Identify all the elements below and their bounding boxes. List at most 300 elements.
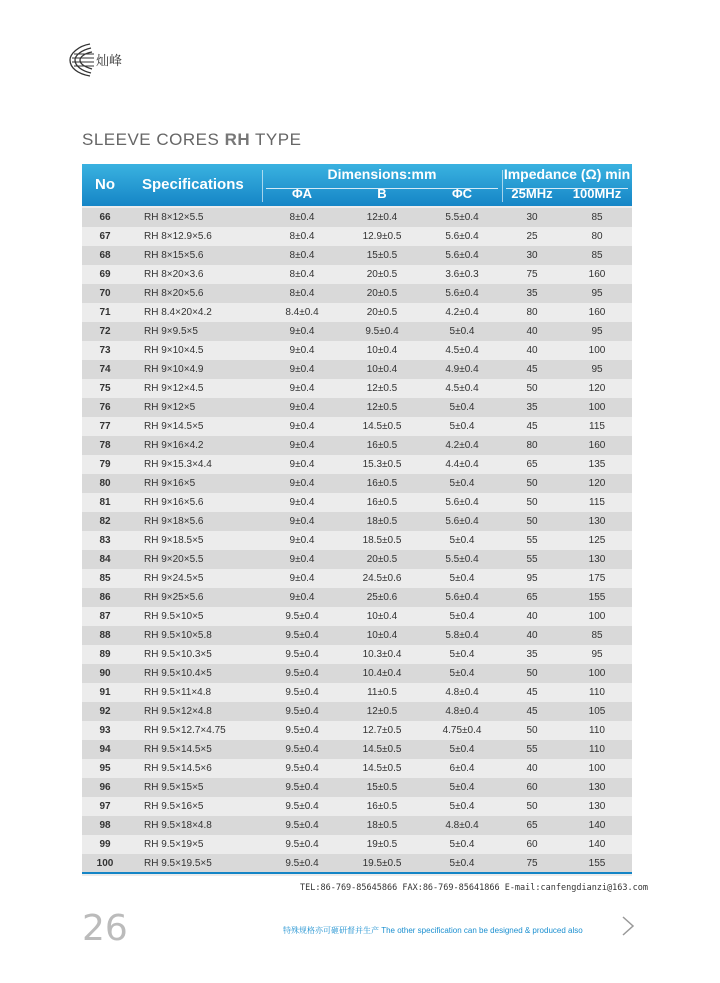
cell-a: 9±0.4	[289, 402, 315, 413]
cell-c: 4.75±0.4	[442, 725, 482, 736]
table-row	[82, 303, 632, 322]
cell-no: 75	[99, 383, 111, 394]
cell-a: 9.5±0.4	[285, 706, 319, 717]
cell-spec: RH 9.5×10×5.8	[144, 630, 212, 641]
cell-f25: 55	[526, 554, 538, 565]
header-impedance: Impedance (Ω) min	[503, 166, 631, 182]
cell-c: 4.8±0.4	[445, 706, 479, 717]
cell-no: 72	[99, 326, 111, 337]
cell-spec: RH 9×12×4.5	[144, 383, 204, 394]
cell-f100: 140	[588, 839, 606, 850]
table-row	[82, 683, 632, 702]
cell-f100: 100	[588, 763, 606, 774]
cell-c: 5.6±0.4	[445, 231, 479, 242]
cell-b: 20±0.5	[366, 288, 398, 299]
cell-spec: RH 9.5×11×4.8	[144, 687, 212, 698]
cell-f100: 80	[591, 231, 603, 242]
cell-f100: 85	[591, 630, 603, 641]
cell-b: 12.7±0.5	[362, 725, 402, 736]
table-row	[82, 835, 632, 854]
cell-a: 9±0.4	[289, 440, 315, 451]
cell-no: 81	[99, 497, 111, 508]
spec-table	[82, 164, 632, 876]
cell-b: 16±0.5	[366, 440, 398, 451]
cell-a: 9.5±0.4	[285, 668, 319, 679]
cell-a: 9±0.4	[289, 478, 315, 489]
cell-f25: 30	[526, 212, 538, 223]
cell-a: 9±0.4	[289, 554, 315, 565]
cell-b: 11±0.5	[367, 687, 397, 698]
cell-c: 5±0.4	[449, 478, 475, 489]
cell-f100: 120	[588, 478, 606, 489]
section-title-bold: RH	[224, 130, 251, 149]
cell-b: 25±0.6	[366, 592, 398, 603]
table-row	[82, 474, 632, 493]
cell-c: 5±0.4	[449, 649, 475, 660]
cell-no: 91	[99, 687, 111, 698]
cell-f25: 95	[526, 573, 538, 584]
cell-spec: RH 8×12.9×5.6	[144, 231, 212, 242]
cell-a: 9.5±0.4	[285, 630, 319, 641]
table-row	[82, 208, 632, 227]
cell-b: 14.5±0.5	[362, 744, 402, 755]
cell-a: 9±0.4	[289, 516, 315, 527]
cell-b: 10±0.4	[366, 345, 398, 356]
table-row	[82, 626, 632, 645]
cell-a: 9.5±0.4	[285, 782, 319, 793]
cell-f100: 160	[588, 269, 606, 280]
cell-b: 12±0.4	[366, 212, 398, 223]
section-title-prefix: SLEEVE CORES	[82, 130, 220, 149]
cell-b: 18±0.5	[366, 820, 398, 831]
header-100mhz: 100MHz	[572, 186, 622, 201]
cell-f25: 80	[526, 307, 538, 318]
cell-spec: RH 9.5×16×5	[144, 801, 204, 812]
table-row	[82, 664, 632, 683]
cell-b: 10.3±0.4	[362, 649, 402, 660]
cell-b: 19.5±0.5	[362, 858, 402, 869]
cell-f100: 130	[588, 801, 606, 812]
cell-no: 93	[99, 725, 111, 736]
header-spec: Specifications	[142, 176, 244, 193]
cell-no: 94	[99, 744, 111, 755]
cell-no: 92	[99, 706, 111, 717]
cell-no: 66	[99, 212, 111, 223]
cell-a: 8±0.4	[289, 269, 315, 280]
cell-a: 9.5±0.4	[285, 820, 319, 831]
header-b: B	[377, 186, 387, 201]
cell-c: 5.8±0.4	[445, 630, 479, 641]
table-row	[82, 721, 632, 740]
cell-spec: RH 9×24.5×5	[144, 573, 204, 584]
cell-no: 80	[99, 478, 111, 489]
header-dimensions: Dimensions:mm	[327, 166, 437, 182]
cell-f25: 35	[526, 649, 538, 660]
cell-f100: 130	[588, 516, 606, 527]
cell-f100: 140	[588, 820, 606, 831]
cell-c: 5±0.4	[449, 839, 475, 850]
cell-c: 4.9±0.4	[445, 364, 479, 375]
cell-no: 84	[99, 554, 111, 565]
cell-a: 9±0.4	[289, 592, 315, 603]
cell-spec: RH 8×12×5.5	[144, 212, 204, 223]
cell-c: 4.5±0.4	[445, 383, 479, 394]
table-row	[82, 645, 632, 664]
cell-a: 9.5±0.4	[285, 611, 319, 622]
header-25mhz: 25MHz	[511, 186, 553, 201]
header-c: ΦC	[451, 186, 473, 201]
cell-f25: 40	[526, 630, 538, 641]
cell-no: 67	[99, 231, 111, 242]
cell-c: 5.6±0.4	[445, 288, 479, 299]
cell-b: 18.5±0.5	[362, 535, 402, 546]
cell-f100: 100	[588, 611, 606, 622]
table-row	[82, 341, 632, 360]
cell-f100: 135	[588, 459, 606, 470]
cell-f25: 60	[526, 782, 538, 793]
table-row	[82, 854, 632, 873]
cell-f100: 130	[588, 782, 606, 793]
cell-f100: 120	[588, 383, 606, 394]
cell-f100: 130	[588, 554, 606, 565]
cell-c: 5±0.4	[449, 744, 475, 755]
cell-no: 74	[99, 364, 111, 375]
cell-no: 71	[99, 307, 111, 318]
cell-spec: RH 8.4×20×4.2	[144, 307, 212, 318]
cell-c: 4.4±0.4	[445, 459, 479, 470]
cell-spec: RH 8×20×5.6	[144, 288, 204, 299]
cell-spec: RH 9×10×4.5	[144, 345, 204, 356]
cell-f25: 75	[526, 858, 538, 869]
cell-f25: 50	[526, 383, 538, 394]
cell-spec: RH 9.5×12.7×4.75	[144, 725, 226, 736]
cell-b: 20±0.5	[366, 269, 398, 280]
cell-no: 86	[99, 592, 111, 603]
cell-f100: 95	[591, 326, 603, 337]
cell-b: 10±0.4	[366, 611, 398, 622]
cell-f100: 95	[591, 288, 603, 299]
table-row	[82, 265, 632, 284]
cell-no: 70	[99, 288, 111, 299]
cell-no: 79	[99, 459, 111, 470]
cell-f25: 40	[526, 763, 538, 774]
cell-a: 8±0.4	[289, 231, 315, 242]
cell-c: 5.6±0.4	[445, 516, 479, 527]
cell-spec: RH 9.5×15×5	[144, 782, 204, 793]
cell-no: 82	[99, 516, 111, 527]
cell-f25: 50	[526, 497, 538, 508]
table-row	[82, 550, 632, 569]
cell-a: 9±0.4	[289, 364, 315, 375]
cell-b: 10±0.4	[366, 630, 398, 641]
cell-spec: RH 9.5×10.4×5	[144, 668, 212, 679]
cell-f25: 60	[526, 839, 538, 850]
cell-spec: RH 9×16×5	[144, 478, 196, 489]
cell-a: 9±0.4	[289, 345, 315, 356]
cell-c: 4.5±0.4	[445, 345, 479, 356]
cell-c: 5.6±0.4	[445, 592, 479, 603]
cell-f100: 115	[589, 421, 605, 432]
cell-c: 5±0.4	[449, 535, 475, 546]
cell-f25: 80	[526, 440, 538, 451]
cell-f25: 50	[526, 668, 538, 679]
cell-no: 85	[99, 573, 111, 584]
cell-c: 5±0.4	[449, 801, 475, 812]
cell-b: 10.4±0.4	[362, 668, 402, 679]
cell-f25: 40	[526, 611, 538, 622]
table-row	[82, 379, 632, 398]
cell-b: 20±0.5	[366, 554, 398, 565]
cell-spec: RH 9.5×19.5×5	[144, 858, 212, 869]
cell-b: 12.9±0.5	[362, 231, 402, 242]
cell-f100: 85	[591, 212, 603, 223]
table-row	[82, 493, 632, 512]
cell-c: 5±0.4	[449, 402, 475, 413]
cell-spec: RH 9×25×5.6	[144, 592, 204, 603]
cell-c: 5±0.4	[449, 858, 475, 869]
cell-a: 9±0.4	[289, 459, 315, 470]
cell-f100: 110	[589, 744, 605, 755]
cell-c: 5±0.4	[449, 782, 475, 793]
cell-f25: 50	[526, 478, 538, 489]
table-row	[82, 284, 632, 303]
table-row	[82, 512, 632, 531]
cell-a: 9.5±0.4	[285, 649, 319, 660]
cell-f25: 40	[526, 326, 538, 337]
cell-c: 5.6±0.4	[445, 497, 479, 508]
chevron-right-icon	[620, 914, 636, 938]
cell-f100: 160	[588, 440, 606, 451]
table-row	[82, 455, 632, 474]
cell-c: 5±0.4	[449, 573, 475, 584]
cell-f25: 75	[526, 269, 538, 280]
cell-b: 20±0.5	[366, 307, 398, 318]
cell-b: 16±0.5	[366, 497, 398, 508]
cell-no: 87	[99, 611, 111, 622]
cell-f100: 110	[589, 687, 605, 698]
cell-no: 98	[99, 820, 111, 831]
cell-no: 77	[99, 421, 111, 432]
table-row	[82, 778, 632, 797]
cell-f100: 175	[588, 573, 606, 584]
cell-a: 8.4±0.4	[285, 307, 319, 318]
cell-spec: RH 9.5×18×4.8	[144, 820, 212, 831]
cell-f100: 95	[591, 364, 603, 375]
cell-a: 9±0.4	[289, 383, 315, 394]
table-row	[82, 569, 632, 588]
cell-c: 3.6±0.3	[445, 269, 479, 280]
table-row	[82, 417, 632, 436]
section-title	[82, 130, 301, 150]
cell-a: 9±0.4	[289, 497, 315, 508]
cell-c: 5±0.4	[449, 668, 475, 679]
cell-f25: 30	[526, 250, 538, 261]
table-row	[82, 797, 632, 816]
cell-a: 9.5±0.4	[285, 744, 319, 755]
cell-f100: 100	[588, 345, 606, 356]
cell-a: 9.5±0.4	[285, 687, 319, 698]
cell-f25: 55	[526, 744, 538, 755]
table-row	[82, 360, 632, 379]
contact-info: TEL:86-769-85645866 FAX:86-769-85641866 E-mail:canfengdianzi@163.com	[300, 883, 648, 893]
cell-spec: RH 9×15.3×4.4	[144, 459, 212, 470]
cell-c: 4.2±0.4	[445, 307, 479, 318]
table-row	[82, 607, 632, 626]
cell-f100: 85	[591, 250, 603, 261]
cell-spec: RH 9×18.5×5	[144, 535, 204, 546]
cell-f25: 35	[526, 402, 538, 413]
cell-spec: RH 9.5×12×4.8	[144, 706, 212, 717]
cell-f100: 95	[591, 649, 603, 660]
cell-f100: 125	[588, 535, 606, 546]
cell-spec: RH 9×10×4.9	[144, 364, 204, 375]
header-a: ΦA	[291, 186, 313, 201]
cell-spec: RH 9×16×5.6	[144, 497, 204, 508]
table-bottom-rule	[82, 872, 632, 874]
cell-a: 9.5±0.4	[285, 801, 319, 812]
cell-no: 68	[99, 250, 111, 261]
cell-f25: 50	[526, 516, 538, 527]
cell-f25: 50	[526, 801, 538, 812]
cell-no: 99	[99, 839, 111, 850]
cell-b: 19±0.5	[366, 839, 398, 850]
cell-f25: 45	[526, 364, 538, 375]
table-row	[82, 588, 632, 607]
cell-f25: 45	[526, 421, 538, 432]
cell-no: 89	[99, 649, 111, 660]
cell-no: 78	[99, 440, 111, 451]
table-row	[82, 816, 632, 835]
cell-spec: RH 9×14.5×5	[144, 421, 204, 432]
table-row	[82, 322, 632, 341]
cell-no: 96	[99, 782, 111, 793]
cell-b: 16±0.5	[366, 801, 398, 812]
page-number: 26	[82, 908, 128, 949]
cell-spec: RH 9×12×5	[144, 402, 196, 413]
cell-f100: 110	[589, 725, 605, 736]
table-body	[82, 208, 632, 873]
cell-b: 15.3±0.5	[362, 459, 402, 470]
cell-a: 8±0.4	[289, 250, 315, 261]
cell-a: 9±0.4	[289, 421, 315, 432]
cell-no: 76	[99, 402, 111, 413]
header-no: No	[95, 176, 115, 193]
cell-a: 9±0.4	[289, 535, 315, 546]
cell-f100: 105	[588, 706, 606, 717]
cell-b: 16±0.5	[366, 478, 398, 489]
cell-no: 69	[99, 269, 111, 280]
cell-f25: 45	[526, 687, 538, 698]
cell-b: 18±0.5	[366, 516, 398, 527]
cell-a: 8±0.4	[289, 288, 315, 299]
table-row	[82, 246, 632, 265]
footer-note: 特殊规格亦可砸研督并生产 The other specification can be designed & produced also	[283, 926, 583, 935]
cell-f100: 100	[588, 668, 606, 679]
cell-no: 100	[96, 858, 114, 869]
cell-a: 9.5±0.4	[285, 725, 319, 736]
cell-a: 9.5±0.4	[285, 839, 319, 850]
table-row	[82, 740, 632, 759]
section-title-suffix: TYPE	[255, 130, 302, 149]
cell-c: 5.5±0.4	[445, 554, 479, 565]
cell-b: 14.5±0.5	[362, 763, 402, 774]
table-header	[82, 164, 632, 206]
cell-no: 88	[99, 630, 111, 641]
cell-f25: 55	[526, 535, 538, 546]
cell-spec: RH 9.5×14.5×6	[144, 763, 212, 774]
table-row	[82, 398, 632, 417]
table-row	[82, 702, 632, 721]
cell-b: 12±0.5	[366, 383, 398, 394]
cell-f25: 65	[526, 820, 538, 831]
cell-a: 9±0.4	[289, 573, 315, 584]
cell-c: 5.5±0.4	[445, 212, 479, 223]
cell-f25: 65	[526, 592, 538, 603]
cell-spec: RH 9.5×19×5	[144, 839, 204, 850]
cell-f25: 25	[526, 231, 538, 242]
cell-a: 8±0.4	[289, 212, 315, 223]
cell-spec: RH 9.5×10.3×5	[144, 649, 212, 660]
cell-f100: 115	[589, 497, 605, 508]
cell-spec: RH 9×18×5.6	[144, 516, 204, 527]
cell-f100: 160	[588, 307, 606, 318]
cell-b: 9.5±0.4	[365, 326, 399, 337]
cell-spec: RH 9×16×4.2	[144, 440, 204, 451]
cell-b: 12±0.5	[366, 402, 398, 413]
cell-f100: 155	[588, 858, 606, 869]
cell-b: 15±0.5	[366, 782, 398, 793]
table-row	[82, 759, 632, 778]
cell-b: 10±0.4	[366, 364, 398, 375]
brand-name: 灿峰	[96, 54, 123, 69]
cell-f100: 155	[588, 592, 606, 603]
cell-c: 4.8±0.4	[445, 820, 479, 831]
cell-f25: 65	[526, 459, 538, 470]
cell-a: 9±0.4	[289, 326, 315, 337]
cell-a: 9.5±0.4	[285, 763, 319, 774]
cell-no: 73	[99, 345, 111, 356]
cell-c: 5±0.4	[449, 421, 475, 432]
cell-no: 83	[99, 535, 111, 546]
cell-spec: RH 9×9.5×5	[144, 326, 198, 337]
cell-no: 95	[99, 763, 111, 774]
table-row	[82, 227, 632, 246]
cell-f25: 45	[526, 706, 538, 717]
table-row	[82, 531, 632, 550]
cell-f25: 35	[526, 288, 538, 299]
cell-c: 5.6±0.4	[445, 250, 479, 261]
cell-a: 9.5±0.4	[285, 858, 319, 869]
cell-no: 97	[99, 801, 111, 812]
cell-spec: RH 9.5×10×5	[144, 611, 204, 622]
cell-c: 4.2±0.4	[445, 440, 479, 451]
cell-b: 12±0.5	[366, 706, 398, 717]
cell-no: 90	[99, 668, 111, 679]
cell-c: 6±0.4	[449, 763, 475, 774]
cell-c: 5±0.4	[449, 611, 475, 622]
cell-spec: RH 8×15×5.6	[144, 250, 204, 261]
cell-c: 5±0.4	[449, 326, 475, 337]
table-row	[82, 436, 632, 455]
cell-f25: 40	[526, 345, 538, 356]
cell-b: 24.5±0.6	[362, 573, 402, 584]
cell-c: 4.8±0.4	[445, 687, 479, 698]
cell-spec: RH 9×20×5.5	[144, 554, 204, 565]
cell-b: 14.5±0.5	[362, 421, 402, 432]
cell-f25: 50	[526, 725, 538, 736]
cell-b: 15±0.5	[366, 250, 398, 261]
cell-f100: 100	[588, 402, 606, 413]
